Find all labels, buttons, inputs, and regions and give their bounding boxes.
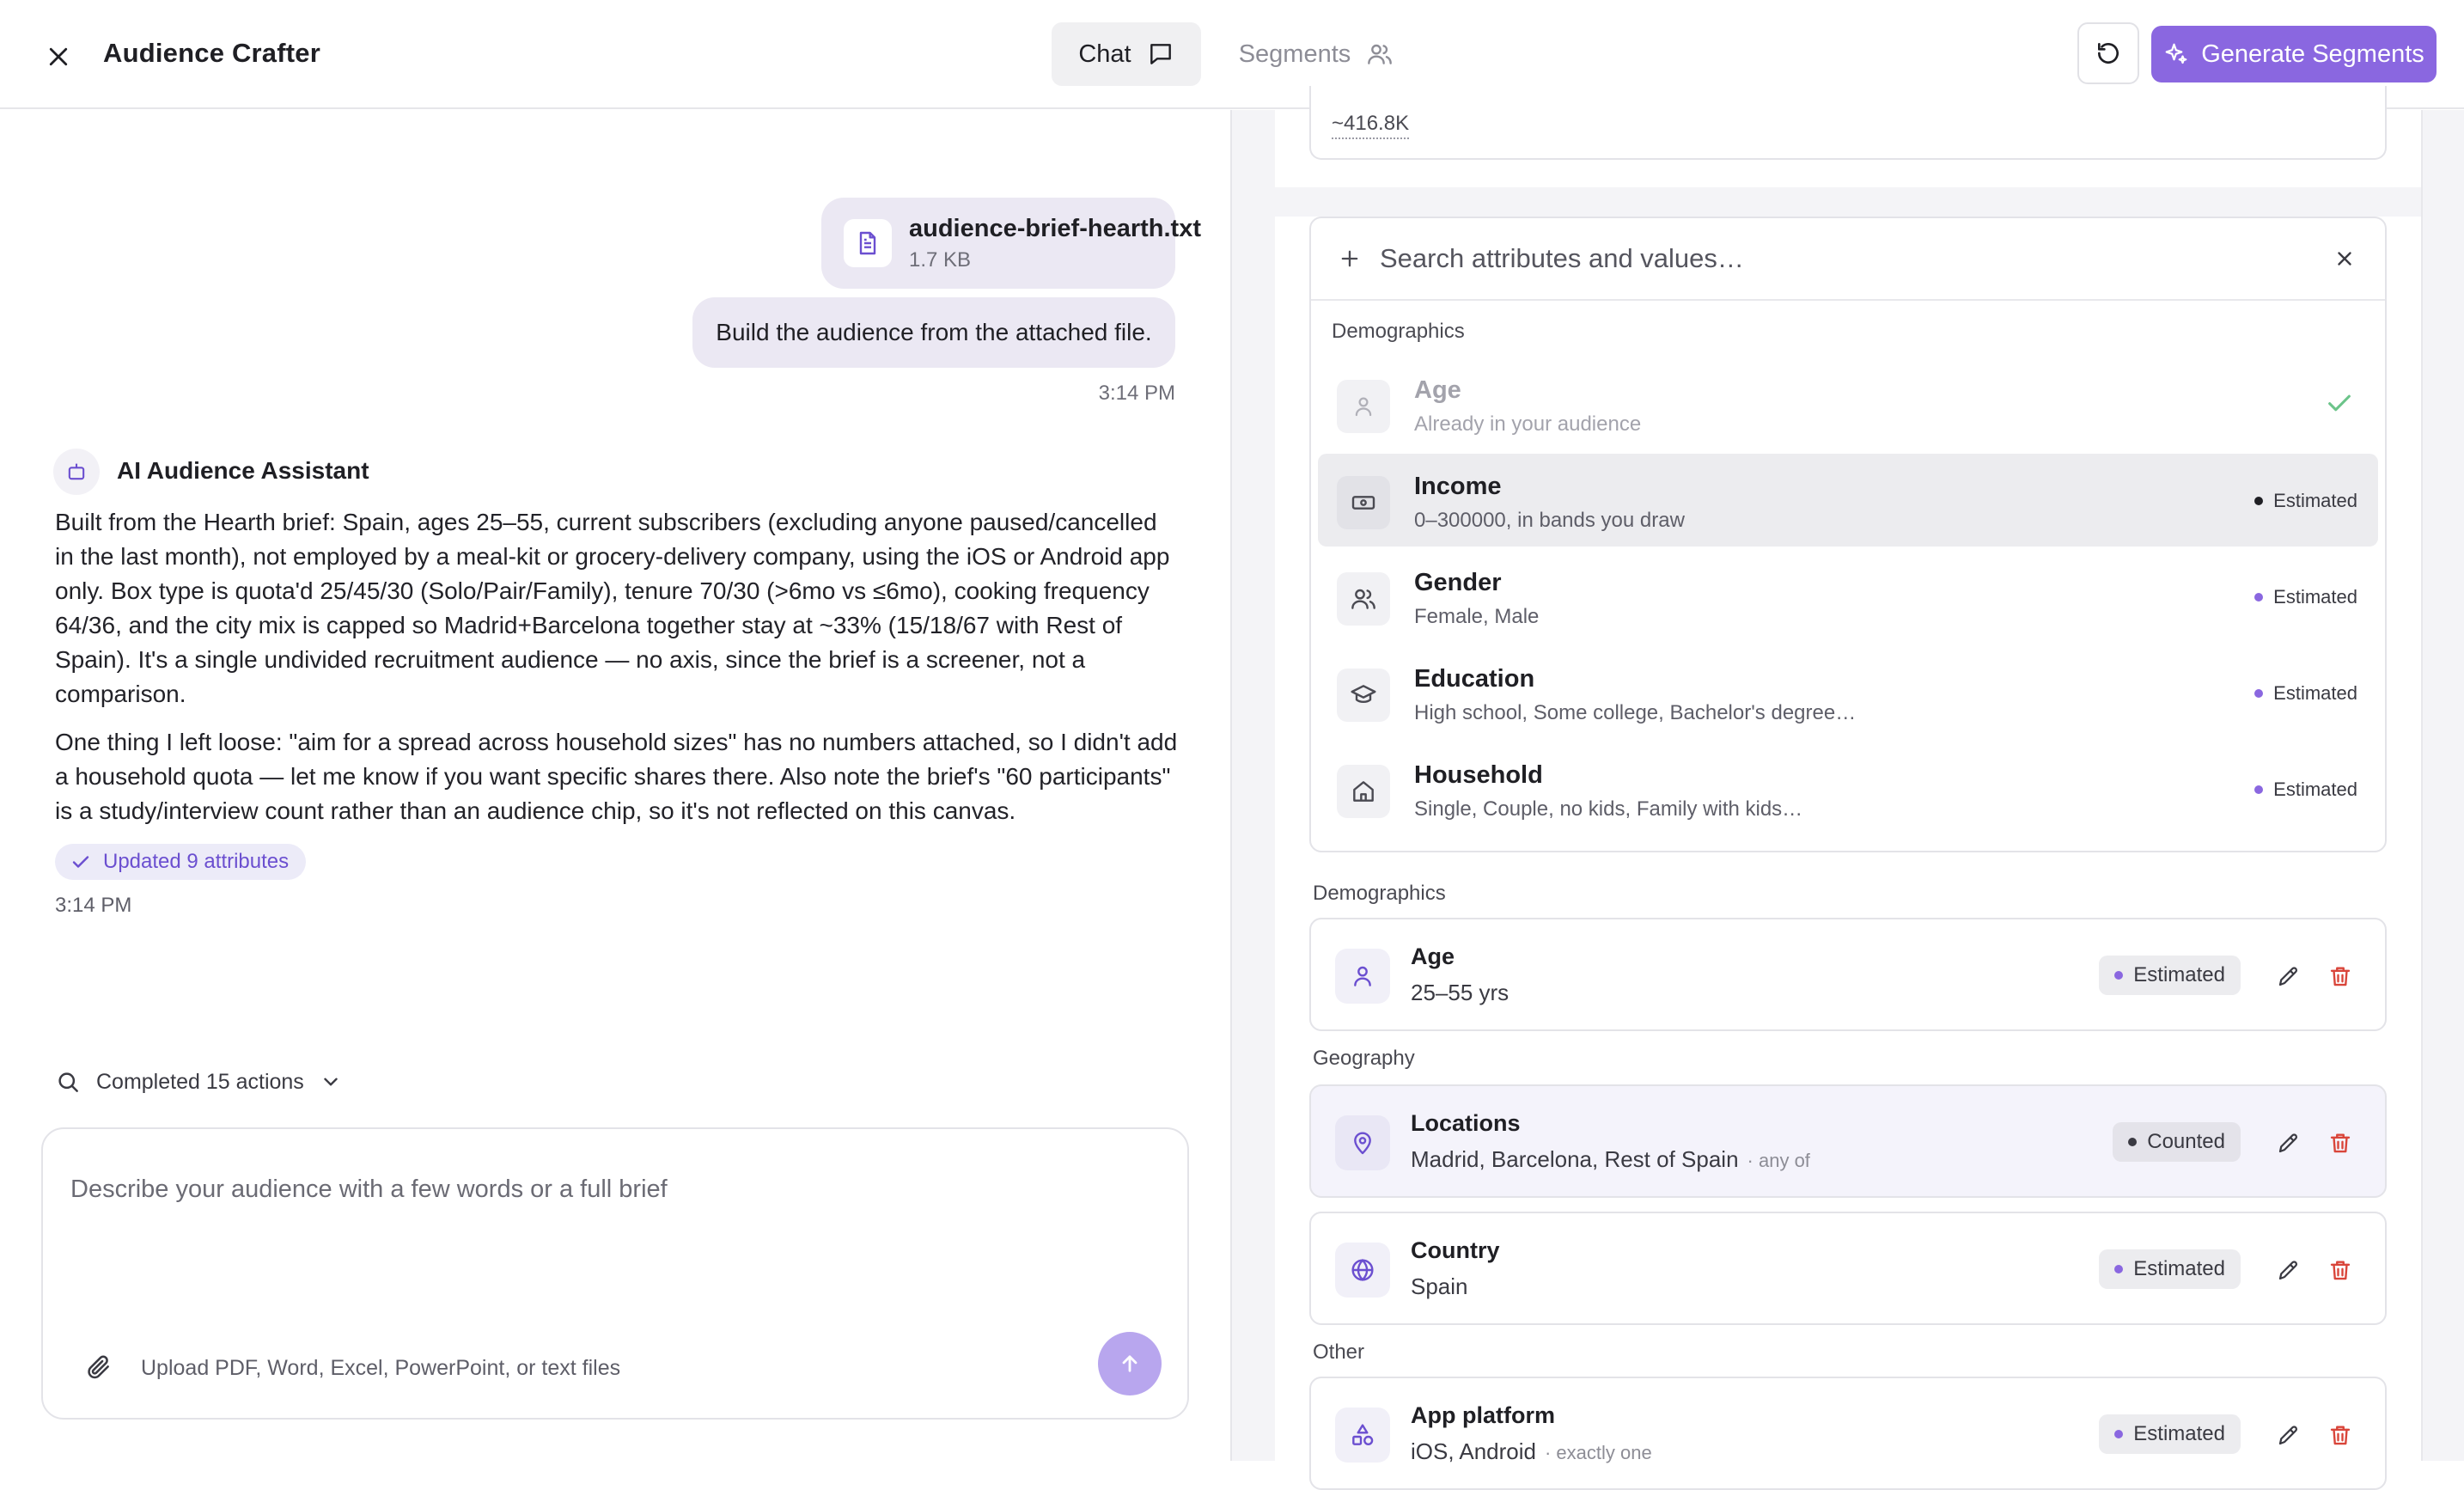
pencil-icon	[2276, 1422, 2302, 1448]
undo-button[interactable]	[2077, 22, 2139, 84]
suggestion-title: Household	[1414, 761, 1543, 789]
arrow-up-icon	[1118, 1352, 1142, 1376]
attribute-title: App platform	[1411, 1402, 1555, 1428]
suggestion-item-education[interactable]	[1318, 646, 2378, 739]
attribute-title: Age	[1411, 943, 1455, 969]
edit-button[interactable]	[2272, 1418, 2306, 1452]
message-input[interactable]	[70, 1176, 1153, 1204]
edit-button[interactable]	[2272, 1126, 2306, 1160]
tab-segments-label: Segments	[1238, 40, 1351, 68]
suggestion-subtitle: 0–300000, in bands you draw	[1414, 509, 1685, 532]
badge-label: Estimated	[2133, 1422, 2225, 1445]
assistant-paragraph: Built from the Hearth brief: Spain, ages 25–55, current subscribers (excluding anyone paused/cancelled in the last month), not employed by a meal-kit or grocery-delivery company, using the iOS or Android app only. Box type is quota'd 25/45/30 (Solo/Pair/Family), tenure 70/30 (>6mo vs ≤6mo), cooking frequency 64/36, and the city mix is capped so Madrid+Barcelona together stay at ~33% (15/18/67 with Rest of Spain). It's a single undivided recruitment audience — no axis, since the brief is a screener, not a comparison.	[55, 509, 1170, 707]
badge-label: Estimated	[2133, 963, 2225, 986]
completed-actions-label: Completed 15 actions	[96, 1069, 304, 1094]
tab-chat[interactable]	[1052, 22, 1201, 86]
assistant-avatar	[53, 449, 100, 495]
edit-button[interactable]	[2272, 959, 2306, 993]
suggestion-title: Income	[1414, 473, 1502, 500]
badge-label: Estimated	[2273, 586, 2357, 608]
attribute-value-text: iOS, Android	[1411, 1438, 1536, 1464]
assistant-message-time: 3:14 PM	[55, 894, 132, 917]
message-composer	[41, 1127, 1189, 1420]
user-message-time: 3:14 PM	[1098, 382, 1175, 405]
assistant-paragraph: One thing I left loose: "aim for a spread across household sizes" has no numbers attached, so I didn't add a household quota — let me know if you want specific shares there. Also note the brief's "60 participants" is a study/interview count rather than an audience chip, so it's not reflected on this canvas.	[55, 729, 1178, 824]
file-icon-box	[844, 219, 892, 267]
scrollbar-track[interactable]	[2421, 110, 2423, 1461]
house-icon	[1337, 765, 1390, 818]
suggestion-subtitle: Already in your audience	[1414, 412, 1642, 436]
send-button[interactable]	[1098, 1332, 1162, 1395]
chat-panel	[0, 110, 1230, 1461]
check-icon	[2325, 388, 2354, 418]
pencil-icon	[2276, 963, 2302, 989]
attribute-search-panel	[1309, 217, 2387, 852]
completed-actions-toggle[interactable]	[55, 1069, 342, 1095]
updated-attributes-label: Updated 9 attributes	[103, 850, 290, 873]
check-icon	[70, 852, 91, 872]
attachment-size: 1.7 KB	[909, 247, 972, 272]
edit-button[interactable]	[2272, 1253, 2306, 1287]
attribute-title: Country	[1411, 1237, 1500, 1263]
close-button[interactable]	[38, 36, 79, 77]
plus-icon	[1335, 244, 1364, 273]
group-label-geography: Geography	[1313, 1047, 1415, 1070]
sparkle-icon	[2163, 41, 2189, 67]
suggestion-item-income[interactable]	[1318, 454, 2378, 547]
estimated-badge	[2254, 586, 2357, 608]
close-icon	[46, 44, 71, 70]
attachment-bubble[interactable]	[821, 198, 1201, 289]
shapes-icon	[1335, 1408, 1390, 1463]
attribute-value-text: Spain	[1411, 1273, 1468, 1299]
estimated-badge	[2254, 682, 2357, 705]
suggestion-item-age	[1318, 357, 2378, 450]
tab-chat-label: Chat	[1078, 40, 1131, 68]
trash-icon	[2327, 1257, 2353, 1283]
badge-label: Counted	[2147, 1130, 2225, 1153]
attribute-card-locations[interactable]	[1309, 1084, 2387, 1198]
chevron-down-icon	[320, 1071, 342, 1093]
attribute-title: Locations	[1411, 1110, 1521, 1136]
attribute-card-age[interactable]	[1309, 918, 2387, 1031]
person-icon	[1337, 380, 1390, 433]
trash-icon	[2327, 1422, 2353, 1448]
estimated-badge	[2254, 779, 2357, 801]
suggestion-item-household[interactable]	[1318, 742, 2378, 835]
assistant-name: AI Audience Assistant	[117, 457, 369, 484]
badge-label: Estimated	[2273, 779, 2357, 800]
generate-segments-label: Generate Segments	[2201, 40, 2424, 68]
group-label-demographics: Demographics	[1313, 882, 1446, 905]
attribute-card-app-platform[interactable]	[1309, 1377, 2387, 1490]
suggestion-title: Gender	[1414, 569, 1502, 596]
users-icon	[1366, 40, 1394, 68]
badge-label: Estimated	[2133, 1257, 2225, 1280]
attribute-value	[1411, 980, 1509, 1006]
assistant-message	[55, 505, 1180, 828]
attribute-search-row	[1311, 218, 2385, 301]
section-gap	[1275, 187, 2421, 217]
delete-button[interactable]	[2323, 959, 2357, 993]
counted-badge	[2113, 1122, 2241, 1162]
estimated-badge	[2254, 490, 2357, 512]
user-message: Build the audience from the attached file.	[692, 297, 1175, 368]
attribute-value-text: Madrid, Barcelona, Rest of Spain	[1411, 1146, 1739, 1172]
delete-button[interactable]	[2323, 1418, 2357, 1452]
search-close-button[interactable]	[2328, 242, 2361, 275]
map-pin-icon	[1335, 1115, 1390, 1170]
tab-segments[interactable]	[1222, 22, 1411, 86]
estimated-badge	[2099, 1249, 2241, 1289]
app-title: Audience Crafter	[103, 38, 320, 68]
person-icon	[1335, 949, 1390, 1004]
pencil-icon	[2276, 1130, 2302, 1156]
suggestion-title: Education	[1414, 665, 1535, 693]
attribute-value-text: 25–55 yrs	[1411, 980, 1510, 1005]
delete-button[interactable]	[2323, 1253, 2357, 1287]
generate-segments-button[interactable]	[2151, 26, 2437, 82]
suggestion-title: Age	[1414, 376, 1461, 404]
document-icon	[854, 229, 881, 257]
attribute-qualifier: · exactly one	[1544, 1442, 1652, 1463]
attach-button[interactable]	[79, 1347, 119, 1387]
suggestion-group-label: Demographics	[1332, 320, 1465, 343]
estimated-badge	[2099, 1414, 2241, 1454]
suggestion-subtitle: High school, Some college, Bachelor's degree…	[1414, 701, 1857, 724]
group-label-other: Other	[1313, 1340, 1365, 1364]
pencil-icon	[2276, 1257, 2302, 1283]
close-icon	[2333, 247, 2356, 270]
robot-icon	[64, 460, 88, 484]
badge-label: Estimated	[2273, 490, 2357, 511]
attribute-card-country[interactable]	[1309, 1212, 2387, 1325]
audience-size-value: ~416.8K	[1332, 112, 1409, 139]
suggestion-subtitle: Female, Male	[1414, 605, 1540, 628]
attribute-qualifier: · any of	[1747, 1150, 1810, 1171]
chat-bubble-icon	[1147, 40, 1174, 68]
trash-icon	[2327, 963, 2353, 989]
upload-hint: Upload PDF, Word, Excel, PowerPoint, or text files	[141, 1356, 621, 1380]
graduation-cap-icon	[1337, 669, 1390, 722]
delete-button[interactable]	[2323, 1126, 2357, 1160]
trash-icon	[2327, 1130, 2353, 1156]
suggestion-subtitle: Single, Couple, no kids, Family with kids…	[1414, 797, 1803, 821]
globe-icon	[1335, 1243, 1390, 1298]
money-icon	[1337, 476, 1390, 529]
search-icon	[55, 1069, 81, 1095]
attribute-value	[1411, 1146, 1810, 1173]
attribute-value	[1411, 1438, 1652, 1465]
attribute-search-input[interactable]	[1380, 239, 2273, 278]
attribute-value	[1411, 1273, 1468, 1300]
attachment-name: audience-brief-hearth.txt	[909, 214, 1201, 242]
undo-icon	[2095, 40, 2122, 67]
audience-size-card	[1309, 86, 2387, 160]
suggestion-item-gender[interactable]	[1318, 550, 2378, 643]
estimated-badge	[2099, 956, 2241, 995]
updated-attributes-pill[interactable]	[55, 844, 306, 880]
badge-label: Estimated	[2273, 682, 2357, 704]
paperclip-icon	[85, 1353, 113, 1381]
people-icon	[1337, 572, 1390, 626]
